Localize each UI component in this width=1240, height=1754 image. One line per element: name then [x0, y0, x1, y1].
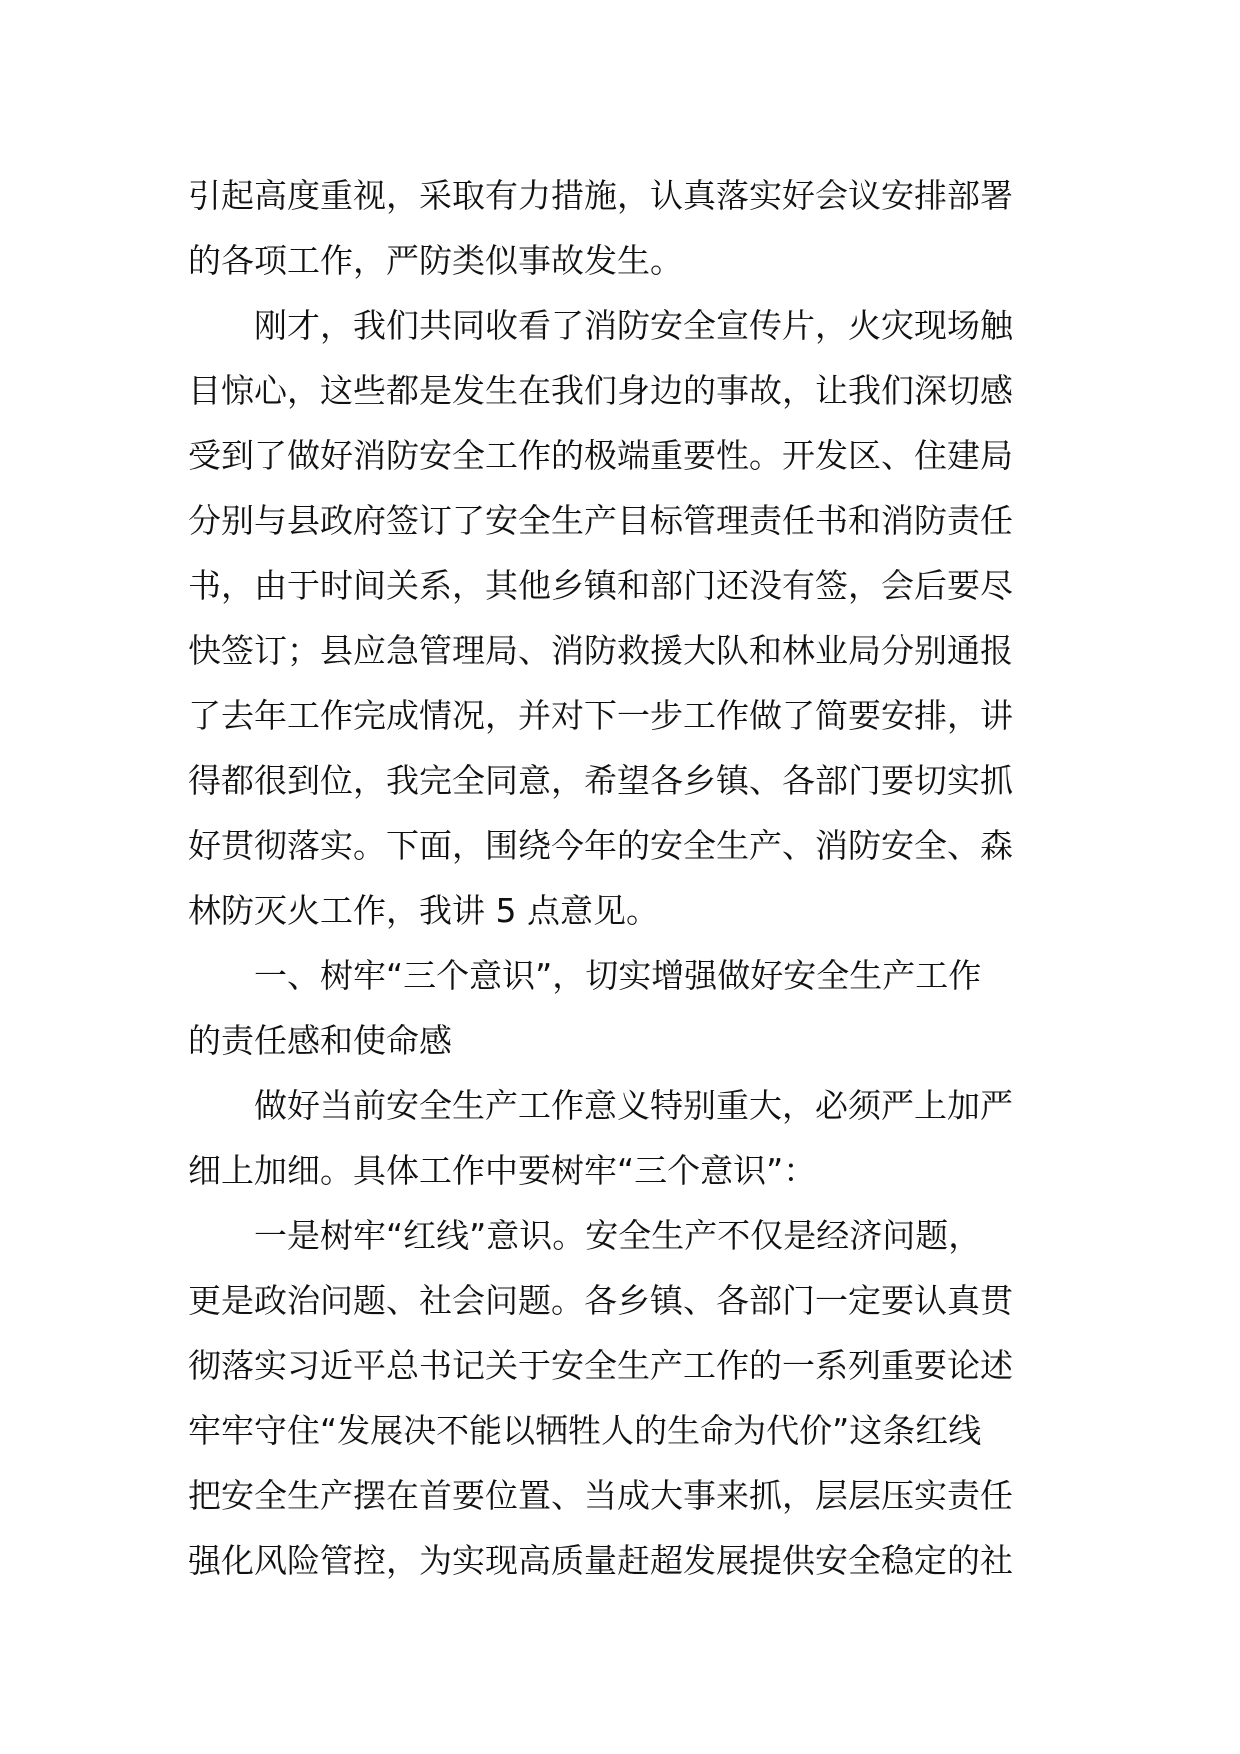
text-line: 做好当前安全生产工作意义特别重大，必须严上加严 [188, 1086, 1013, 1125]
text-line: 林防灭火工作，我讲 5 点意见。 [188, 891, 659, 930]
text-line: 受到了做好消防安全工作的极端重要性。开发区、住建局 [188, 436, 1013, 475]
text-line: 一是树牢“红线”意识。安全生产不仅是经济问题， [188, 1216, 982, 1255]
text-line: 快签订；县应急管理局、消防救援大队和林业局分别通报 [188, 631, 1013, 670]
text-line: 细上加细。具体工作中要树牢“三个意识”： [188, 1151, 817, 1190]
text-line: 的各项工作，严防类似事故发生。 [188, 241, 683, 280]
text-line: 了去年工作完成情况，并对下一步工作做了简要安排，讲 [188, 696, 1013, 735]
text-line: 分别与县政府签订了安全生产目标管理责任书和消防责任 [188, 501, 1013, 540]
text-line: 得都很到位，我完全同意，希望各乡镇、各部门要切实抓 [188, 761, 1013, 800]
section-heading-line: 的责任感和使命感 [188, 1021, 452, 1060]
document-page [188, 163, 1058, 1593]
text-line: 更是政治问题、社会问题。各乡镇、各部门一定要认真贯 [188, 1281, 1013, 1320]
text-line: 牢牢守住“发展决不能以牺牲人的生命为代价”这条红线 [188, 1411, 982, 1450]
text-line: 引起高度重视，采取有力措施，认真落实好会议安排部署 [188, 176, 1013, 215]
text-line: 刚才，我们共同收看了消防安全宣传片，火灾现场触 [188, 306, 1013, 345]
text-line: 书，由于时间关系，其他乡镇和部门还没有签，会后要尽 [188, 566, 1013, 605]
section-heading-line: 一、树牢“三个意识”，切实增强做好安全生产工作 [188, 956, 982, 995]
text-line: 目惊心，这些都是发生在我们身边的事故，让我们深切感 [188, 371, 1013, 410]
text-line: 把安全生产摆在首要位置、当成大事来抓，层层压实责任 [188, 1476, 1013, 1515]
text-line: 好贯彻落实。下面，围绕今年的安全生产、消防安全、森 [188, 826, 1013, 865]
text-line: 彻落实习近平总书记关于安全生产工作的一系列重要论述 [188, 1346, 1013, 1385]
text-line: 强化风险管控，为实现高质量赶超发展提供安全稳定的社 [188, 1541, 1013, 1580]
